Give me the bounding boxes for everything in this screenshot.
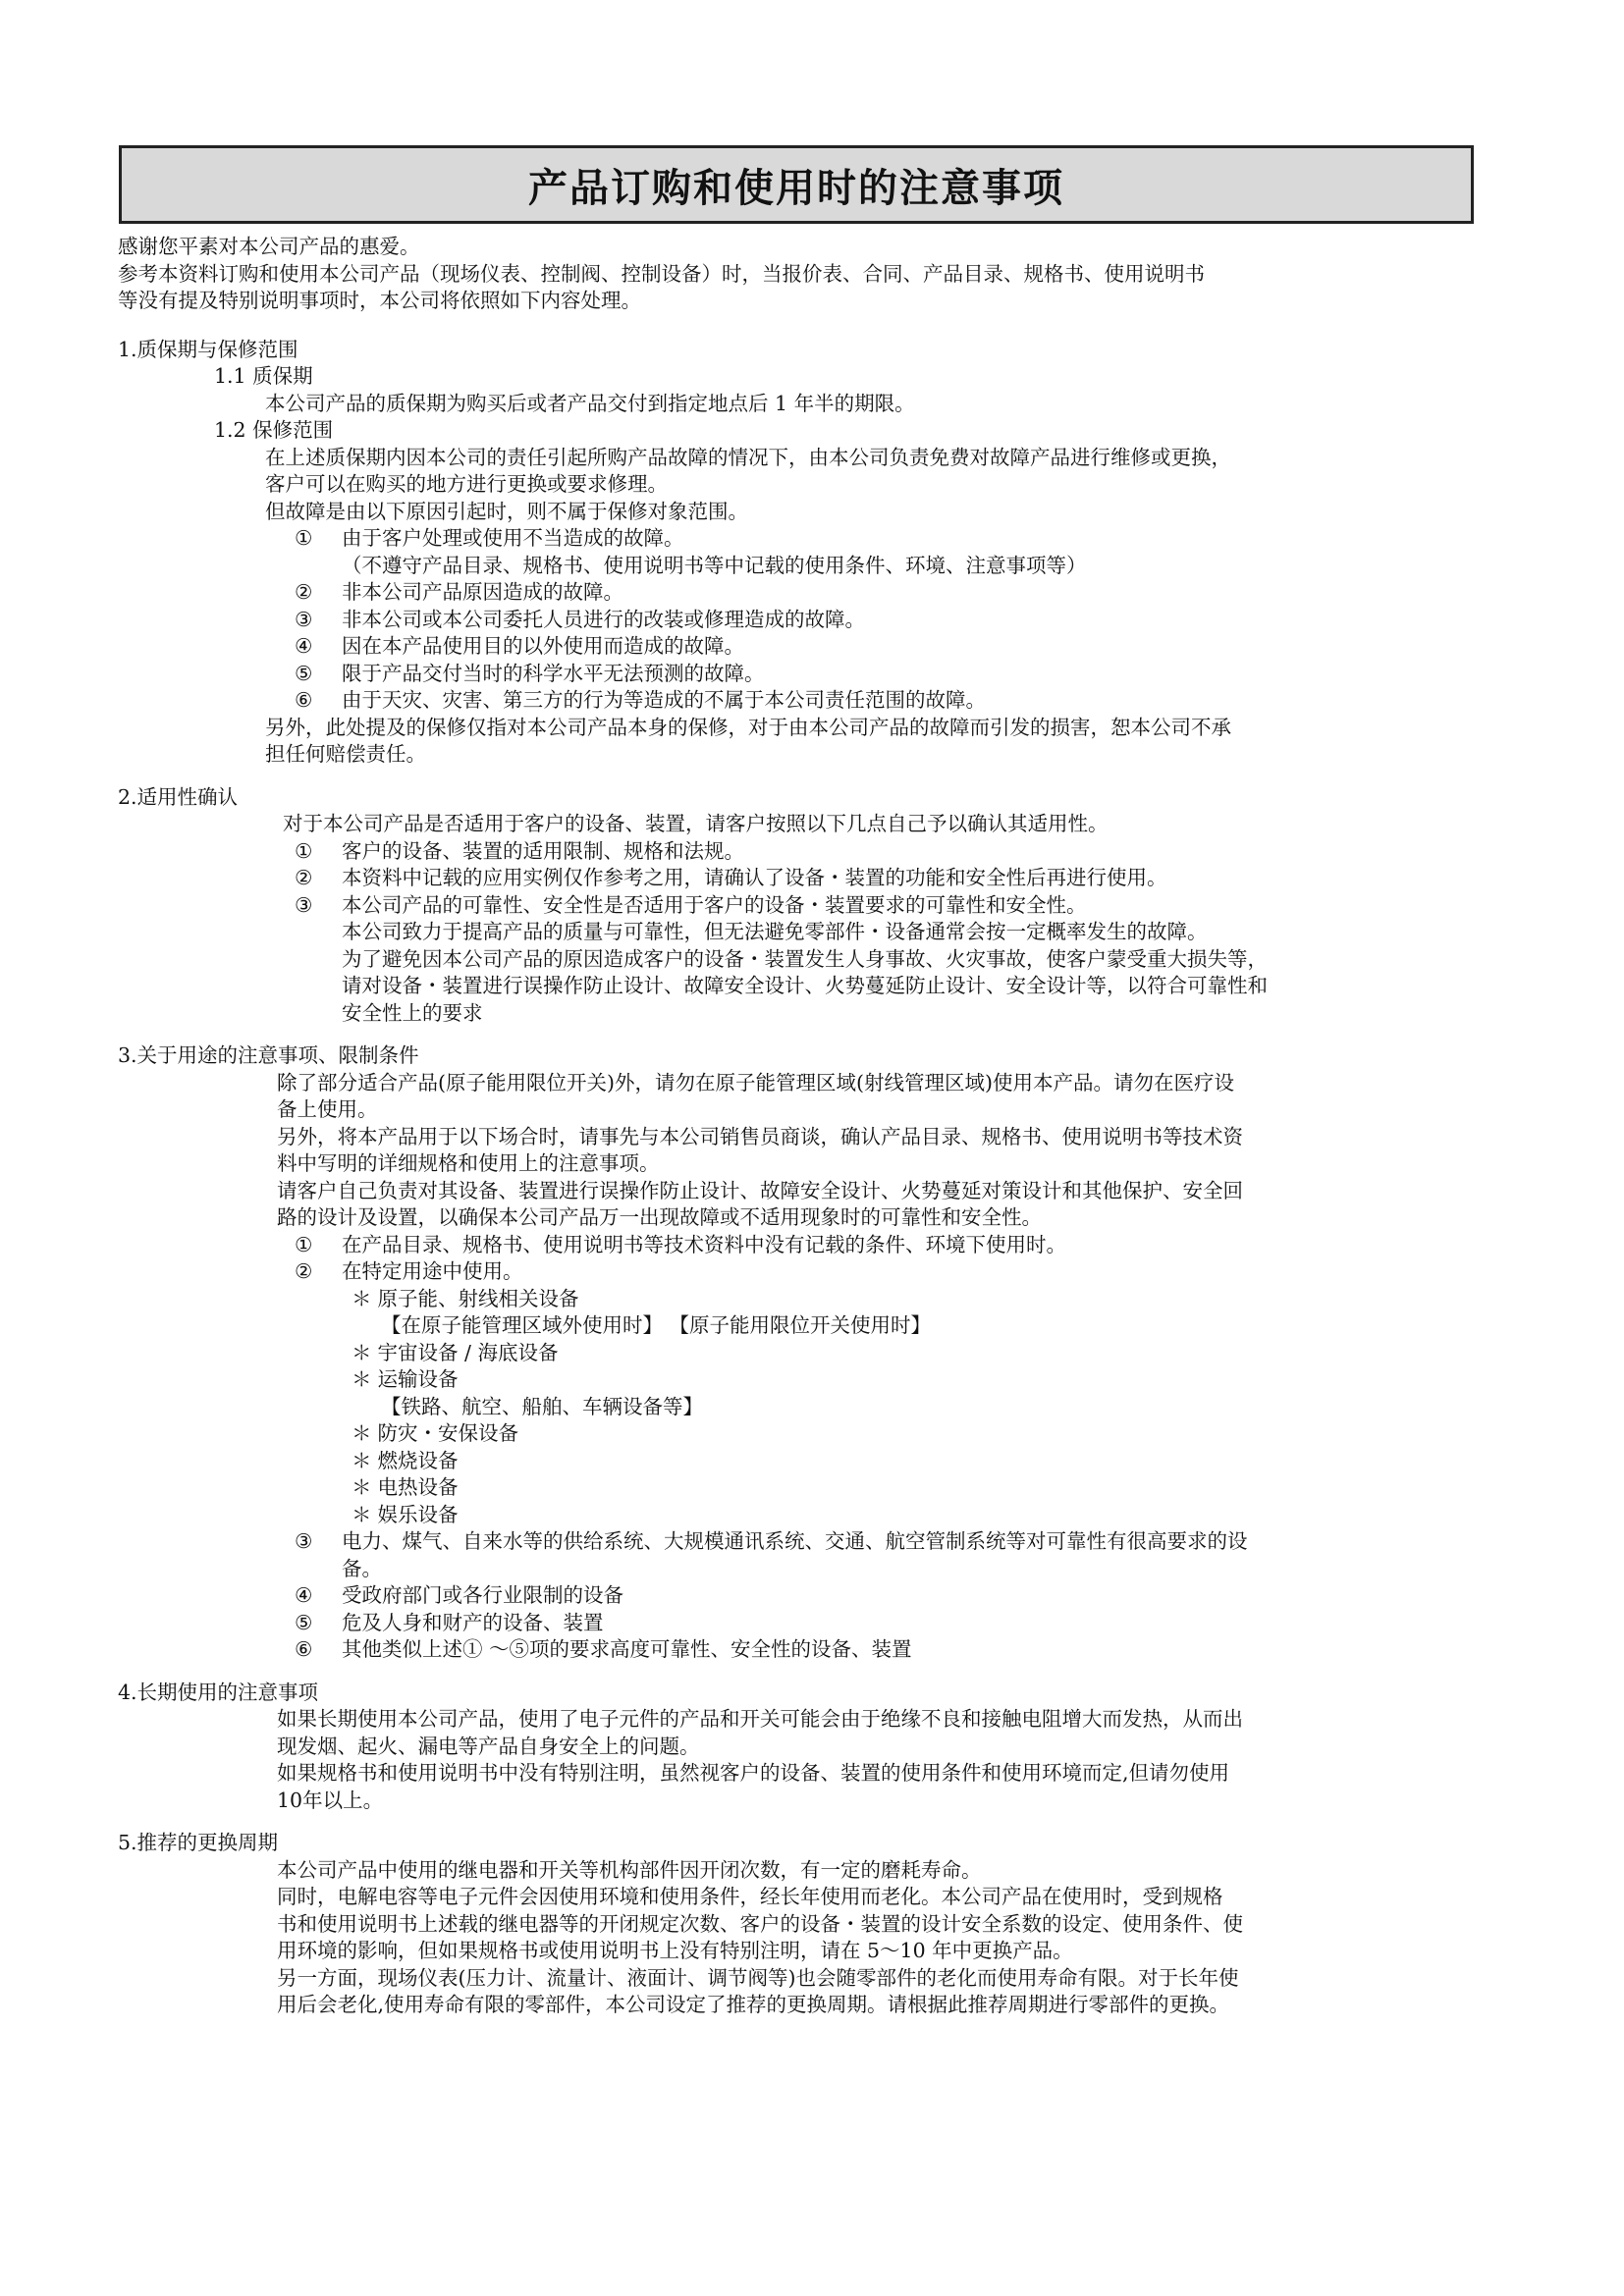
section-5-heading: 5.推荐的更换周期	[118, 1831, 279, 1854]
section-4-paragraph: 10年以上。	[277, 1788, 384, 1812]
section-1-1-heading: 1.1 质保期	[214, 364, 313, 388]
section-4-paragraph: 如果规格书和使用说明书中没有特别注明，虽然视客户的设备、装置的使用条件和使用环境而定,但请勿使用	[277, 1761, 1230, 1785]
list-marker: ③	[295, 892, 313, 917]
section-5-paragraph: 另一方面，现场仪表(压力计、流量计、液面计、调节阀等)也会随零部件的老化而使用寿命有限。对于长年使	[277, 1965, 1239, 1990]
list-item	[0, 1258, 1624, 1286]
bullet-text: 宇宙设备 / 海底设备	[377, 1340, 559, 1364]
bullet-marker: ＊	[352, 1286, 372, 1310]
list-marker: ⑥	[295, 688, 313, 712]
list-marker: ②	[295, 580, 313, 604]
bullet-text: 电热设备	[377, 1475, 459, 1499]
list-item	[0, 838, 1624, 866]
list-marker: ⑤	[295, 661, 313, 685]
section-1-heading: 1.质保期与保修范围	[118, 337, 298, 361]
section-4-paragraph: 如果长期使用本公司产品，使用了电子元件的产品和开关可能会由于绝缘不良和接触电阻增大而发热，从而出	[277, 1707, 1243, 1731]
list-marker: ①	[295, 526, 313, 550]
list-marker: ③	[295, 1529, 313, 1553]
list-item	[0, 1528, 1624, 1556]
section-3-paragraph: 另外，将本产品用于以下场合时，请事先与本公司销售员商谈，确认产品目录、规格书、使用说明书等技术资	[277, 1124, 1243, 1148]
list-item-continuation: 请对设备・装置进行误操作防止设计、故障安全设计、火势蔓延防止设计、安全设计等，以符合可靠性和	[342, 974, 1268, 997]
section-5-paragraph: 用环境的影响，但如果规格书或使用说明书上没有特别注明，请在 5～10 年中更换产品。	[277, 1939, 1073, 1962]
list-item	[0, 1232, 1624, 1259]
list-item-text: 本公司产品的可靠性、安全性是否适用于客户的设备・装置要求的可靠性和安全性。	[342, 892, 1087, 917]
section-3-paragraph: 请客户自己负责对其设备、装置进行误操作防止设计、故障安全设计、火势蔓延对策设计和其他保护、安全回	[277, 1178, 1243, 1202]
list-item	[0, 579, 1624, 607]
section-3-paragraph: 备上使用。	[277, 1097, 378, 1121]
intro-line: 等没有提及特别说明事项时，本公司将依照如下内容处理。	[118, 289, 641, 312]
section-5-paragraph: 本公司产品中使用的继电器和开关等机构部件因开闭次数，有一定的磨耗寿命。	[277, 1857, 982, 1882]
list-marker: ⑥	[295, 1637, 313, 1661]
section-1-2-heading: 1.2 保修范围	[214, 418, 334, 442]
list-marker: ④	[295, 1583, 313, 1607]
list-item	[0, 661, 1624, 688]
document-body	[0, 234, 1624, 2019]
section-3-paragraph: 除了部分适合产品(原子能用限位开关)外，请勿在原子能管理区域(射线管理区域)使用本产品。请勿在医疗设	[277, 1070, 1234, 1095]
section-5-paragraph: 用后会老化,使用寿命有限的零部件，本公司设定了推荐的更换周期。请根据此推荐周期进行零部件的更换。	[277, 1993, 1230, 2016]
section-1-2-paragraph: 客户可以在购买的地方进行更换或要求修理。	[265, 472, 668, 496]
bullet-marker: ＊	[352, 1421, 372, 1445]
bullet-text: 娱乐设备	[377, 1502, 459, 1526]
list-item	[0, 607, 1624, 634]
list-item	[0, 633, 1624, 661]
list-item-text: 非本公司或本公司委托人员进行的改装或修理造成的故障。	[342, 607, 865, 631]
list-marker: ②	[295, 866, 313, 889]
list-marker: ④	[295, 634, 313, 658]
bullet-text: 燃烧设备	[377, 1448, 459, 1472]
title-box	[119, 145, 1474, 224]
list-item	[0, 1636, 1624, 1664]
bullet-sub-item: 【在原子能管理区域外使用时】 【原子能用限位开关使用时】	[381, 1313, 932, 1337]
list-item-text: 本资料中记载的应用实例仅作参考之用，请确认了设备・装置的功能和安全性后再进行使用。	[342, 866, 1167, 889]
section-5-paragraph: 同时，电解电容等电子元件会因使用环境和使用条件，经长年使用而老化。本公司产品在使用时，受到规格	[277, 1885, 1223, 1908]
list-item-text: 由于天灾、灾害、第三方的行为等造成的不属于本公司责任范围的故障。	[342, 688, 986, 712]
bullet-text: 运输设备	[377, 1367, 459, 1391]
list-item-text: 危及人身和财产的设备、装置	[342, 1610, 604, 1634]
list-item	[0, 525, 1624, 553]
section-4-paragraph: 现发烟、起火、漏电等产品自身安全上的问题。	[277, 1734, 700, 1758]
list-item-text: 由于客户处理或使用不当造成的故障。	[342, 526, 684, 550]
section-1-1-text: 本公司产品的质保期为购买后或者产品交付到指定地点后 1 年半的期限。	[265, 391, 915, 415]
list-item-text: 受政府部门或各行业限制的设备	[342, 1583, 623, 1607]
list-item	[0, 553, 1624, 580]
list-item-text: 因在本产品使用目的以外使用而造成的故障。	[342, 634, 744, 658]
list-item-text: 其他类似上述① ～⑤项的要求高度可靠性、安全性的设备、装置	[342, 1637, 912, 1661]
list-marker: ①	[295, 838, 313, 863]
bullet-item	[0, 1448, 1624, 1475]
section-1-2-paragraph: 担任何赔偿责任。	[265, 742, 426, 766]
list-item-text: （不遵守产品目录、规格书、使用说明书等中记载的使用条件、环境、注意事项等）	[342, 553, 1087, 577]
list-marker: ①	[295, 1232, 313, 1256]
list-marker: ③	[295, 607, 313, 631]
section-1-2-paragraph: 在上述质保期内因本公司的责任引起所购产品故障的情况下，由本公司负责免费对故障产品进行维修或更换，	[265, 445, 1231, 469]
list-item-continuation: 安全性上的要求	[342, 1000, 483, 1025]
list-item-text: 在产品目录、规格书、使用说明书等技术资料中没有记载的条件、环境下使用时。	[342, 1232, 1066, 1256]
bullet-marker: ＊	[352, 1502, 372, 1526]
list-item	[0, 865, 1624, 892]
bullet-text: 原子能、射线相关设备	[377, 1286, 579, 1310]
list-item-text: 电力、煤气、自来水等的供给系统、大规模通讯系统、交通、航空管制系统等对可靠性有很高要求的设	[342, 1529, 1248, 1553]
list-item	[0, 1610, 1624, 1637]
list-item-text: 客户的设备、装置的适用限制、规格和法规。	[342, 838, 744, 863]
bullet-text: 防灾・安保设备	[377, 1421, 518, 1445]
intro-line: 参考本资料订购和使用本公司产品（现场仪表、控制阀、控制设备）时，当报价表、合同、产品目录、规格书、使用说明书	[118, 261, 1205, 286]
bullet-item	[0, 1474, 1624, 1502]
list-item-continuation: 为了避免因本公司产品的原因造成客户的设备・装置发生人身事故、火灾事故，使客户蒙受重大损失等，	[342, 946, 1268, 971]
page-title: 产品订购和使用时的注意事项	[528, 165, 1064, 211]
bullet-marker: ＊	[352, 1367, 372, 1391]
list-item-continuation: 本公司致力于提高产品的质量与可靠性，但无法避免零部件・设备通常会按一定概率发生的故障。	[342, 920, 1208, 943]
bullet-marker: ＊	[352, 1340, 372, 1364]
list-item	[0, 687, 1624, 715]
bullet-item	[0, 1366, 1624, 1394]
list-item-text: 在特定用途中使用。	[342, 1259, 523, 1283]
list-marker: ⑤	[295, 1610, 313, 1634]
section-3-paragraph: 料中写明的详细规格和使用上的注意事项。	[277, 1151, 660, 1175]
bullet-marker: ＊	[352, 1475, 372, 1499]
section-5-paragraph: 书和使用说明书上述载的继电器等的开闭规定次数、客户的设备・装置的设计安全系数的设定、使用条件、使	[277, 1911, 1243, 1936]
section-2-paragraph: 对于本公司产品是否适用于客户的设备、装置，请客户按照以下几点自己予以确认其适用性。	[283, 812, 1109, 835]
list-item	[0, 892, 1624, 920]
section-1-2-paragraph: 但故障是由以下原因引起时，则不属于保修对象范围。	[265, 499, 748, 523]
bullet-sub-item: 【铁路、航空、船舶、车辆设备等】	[381, 1394, 703, 1418]
section-1-2-paragraph: 另外，此处提及的保修仅指对本公司产品本身的保修，对于由本公司产品的故障而引发的损害，恕本公司不承	[265, 715, 1231, 739]
section-4-heading: 4.长期使用的注意事项	[118, 1680, 319, 1704]
list-item-text: 非本公司产品原因造成的故障。	[342, 580, 623, 604]
bullet-marker: ＊	[352, 1448, 372, 1472]
section-3-heading: 3.关于用途的注意事项、限制条件	[118, 1043, 419, 1067]
bullet-item	[0, 1502, 1624, 1529]
intro-line: 感谢您平素对本公司产品的惠爱。	[118, 235, 420, 258]
section-3-paragraph: 路的设计及设置，以确保本公司产品万一出现故障或不适用现象时的可靠性和安全性。	[277, 1205, 1042, 1229]
bullet-item	[0, 1286, 1624, 1313]
list-item-text: 限于产品交付当时的科学水平无法预测的故障。	[342, 661, 765, 685]
section-2-heading: 2.适用性确认	[118, 784, 239, 809]
list-marker: ②	[295, 1259, 313, 1283]
bullet-item	[0, 1340, 1624, 1367]
list-item	[0, 1582, 1624, 1610]
bullet-item	[0, 1420, 1624, 1448]
list-item-continuation: 备。	[342, 1556, 382, 1580]
